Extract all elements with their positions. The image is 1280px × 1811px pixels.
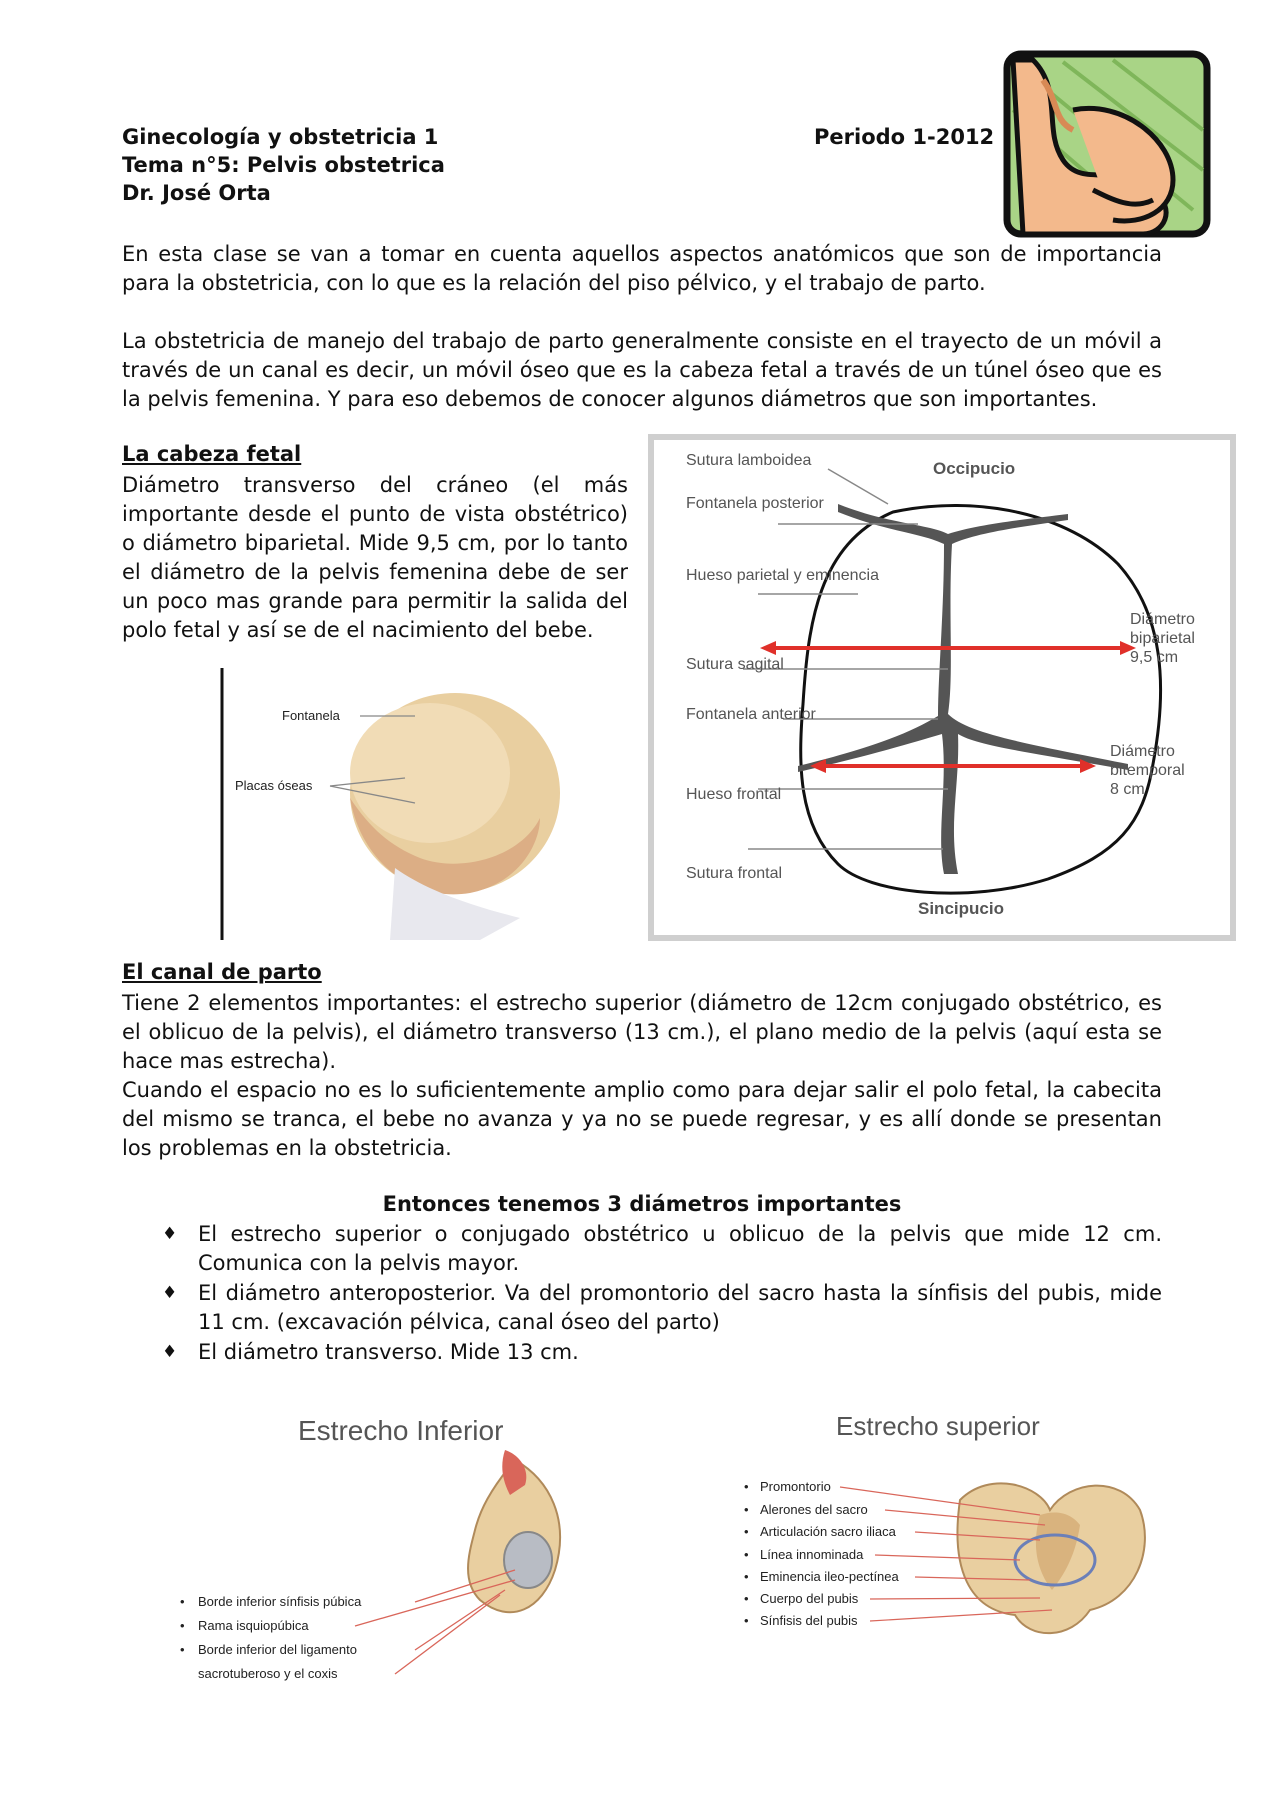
svg-text:•: • — [744, 1479, 749, 1494]
svg-text:•: • — [744, 1591, 749, 1606]
superior-item-5: Eminencia ileo-pectínea — [760, 1569, 899, 1584]
svg-text:•: • — [744, 1569, 749, 1584]
label-bitemporal-1: Diámetro — [1110, 743, 1175, 760]
superior-item-6: Cuerpo del pubis — [760, 1591, 859, 1606]
svg-text:•: • — [180, 1594, 185, 1609]
topic-title: Tema n°5: Pelvis obstetrica — [122, 153, 445, 177]
label-fontanela: Fontanela — [282, 708, 340, 723]
label-sutura-lamboidea: Sutura lamboidea — [686, 452, 812, 469]
baby-head-illustration — [220, 668, 560, 940]
list-item: ♦ El diámetro anteroposterior. Va del promontorio del sacro hasta la sínfisis del pubis, mide 11 cm. (excavación pélvica, canal óseo del parto) — [162, 1281, 1162, 1334]
svg-text:•: • — [744, 1613, 749, 1628]
course-title: Ginecología y obstetricia 1 — [122, 125, 439, 149]
label-biparietal-2: biparietal — [1130, 630, 1195, 647]
label-sincipucio: Sincipucio — [918, 899, 1004, 918]
diameters-heading: Entonces tenemos 3 diámetros importantes — [382, 1192, 902, 1216]
bullet-diamond-icon: ♦ — [162, 1283, 178, 1303]
svg-text:•: • — [744, 1547, 749, 1562]
superior-item-4: Línea innominada — [760, 1547, 864, 1562]
list-item: ♦ El diámetro transverso. Mide 13 cm. — [122, 1338, 1162, 1367]
list-item: ♦ El estrecho superior o conjugado obstétrico u oblicuo de la pelvis que mide 12 cm. Comunica con la pelvis mayor. — [162, 1222, 1162, 1275]
superior-item-7: Sínfisis del pubis — [760, 1613, 858, 1628]
label-fontanela-anterior: Fontanela anterior — [686, 706, 816, 723]
label-sutura-frontal: Sutura frontal — [686, 865, 783, 882]
superior-title: Estrecho superior — [836, 1411, 1040, 1441]
bullet-diamond-icon: ♦ — [162, 1342, 178, 1362]
svg-text:•: • — [180, 1618, 185, 1633]
svg-text:•: • — [744, 1524, 749, 1539]
fetal-head-text: Diámetro transverso del cráneo (el más importante desde el punto de vista obstétrico) o diámetro biparietal. Mide 9,5 cm, por lo tanto el diámetro de la pelvis femenina debe de ser un poco mas grande para permitir la salida del polo fetal y así se de el nacimiento del bebe. — [122, 473, 628, 642]
birth-canal-paragraph-1: Tiene 2 elementos importantes: el estrecho superior (diámetro de 12cm conjugado obstétrico, es el oblicuo de la pelvis), el diámetro transverso (13 cm.), el plano medio de la pelvis (aquí esta se hace mas estrecha). — [122, 991, 1162, 1073]
birth-canal-paragraph-2: Cuando el espacio no es lo suficientemente amplio como para dejar salir el polo fetal, la cabecita del mismo se tranca, el bebe no avanza y ya no se puede regresar, y es allí donde se presentan los problemas en la obstetricia. — [122, 1078, 1162, 1160]
intro-paragraph-1: En esta clase se van a tomar en cuenta aquellos aspectos anatómicos que son de importancia para la obstetricia, con lo que es la relación del piso pélvico, y el trabajo de parto. — [122, 242, 1162, 295]
inferior-title: Estrecho Inferior — [298, 1415, 504, 1446]
label-sutura-sagital: Sutura sagital — [686, 656, 784, 673]
label-bitemporal-3: 8 cm — [1110, 781, 1145, 798]
intro-paragraph-2: La obstetricia de manejo del trabajo de parto generalmente consiste en el trayecto de un móvil a través de un canal es decir, un móvil óseo que es la cabeza fetal a través de un túnel óseo que es la pelvis femenina. Y para eso debemos de conocer algunos diámetros que son importantes. — [122, 329, 1162, 411]
label-biparietal-1: Diámetro — [1130, 611, 1195, 628]
superior-item-1: Promontorio — [760, 1479, 831, 1494]
section-title-birth-canal: El canal de parto — [122, 960, 322, 984]
label-hueso-frontal: Hueso frontal — [686, 786, 782, 803]
label-hueso-parietal: Hueso parietal y eminencia — [686, 567, 879, 584]
inferior-strait-figure — [170, 1400, 590, 1700]
superior-item-2: Alerones del sacro — [760, 1502, 868, 1517]
inferior-item-2: Rama isquiopúbica — [198, 1618, 309, 1633]
svg-text:•: • — [180, 1642, 185, 1657]
section-title-fetal-head: La cabeza fetal — [122, 442, 302, 466]
label-biparietal-3: 9,5 cm — [1130, 649, 1179, 666]
label-bitemporal-2: bitemporal — [1110, 762, 1185, 779]
superior-strait-figure — [740, 1400, 1160, 1660]
label-fontanela-posterior: Fontanela posterior — [686, 495, 824, 512]
inferior-item-4: sacrotuberoso y el coxis — [198, 1666, 338, 1681]
inferior-item-3: Borde inferior del ligamento — [198, 1642, 357, 1657]
inferior-item-1: Borde inferior sínfisis púbica — [198, 1594, 362, 1609]
skull-outline — [801, 505, 1161, 893]
period-label: Periodo 1-2012 — [814, 125, 995, 149]
pregnancy-clipart — [1003, 50, 1213, 240]
skull-diameter-diagram — [648, 434, 1236, 941]
bullet-diamond-icon: ♦ — [162, 1224, 178, 1244]
label-occipucio: Occipucio — [933, 459, 1016, 478]
label-placas-oseas: Placas óseas — [235, 778, 313, 793]
superior-item-3: Articulación sacro iliaca — [760, 1524, 896, 1539]
svg-text:•: • — [744, 1502, 749, 1517]
doctor-name: Dr. José Orta — [122, 181, 271, 205]
diameters-list — [122, 1220, 1162, 1368]
